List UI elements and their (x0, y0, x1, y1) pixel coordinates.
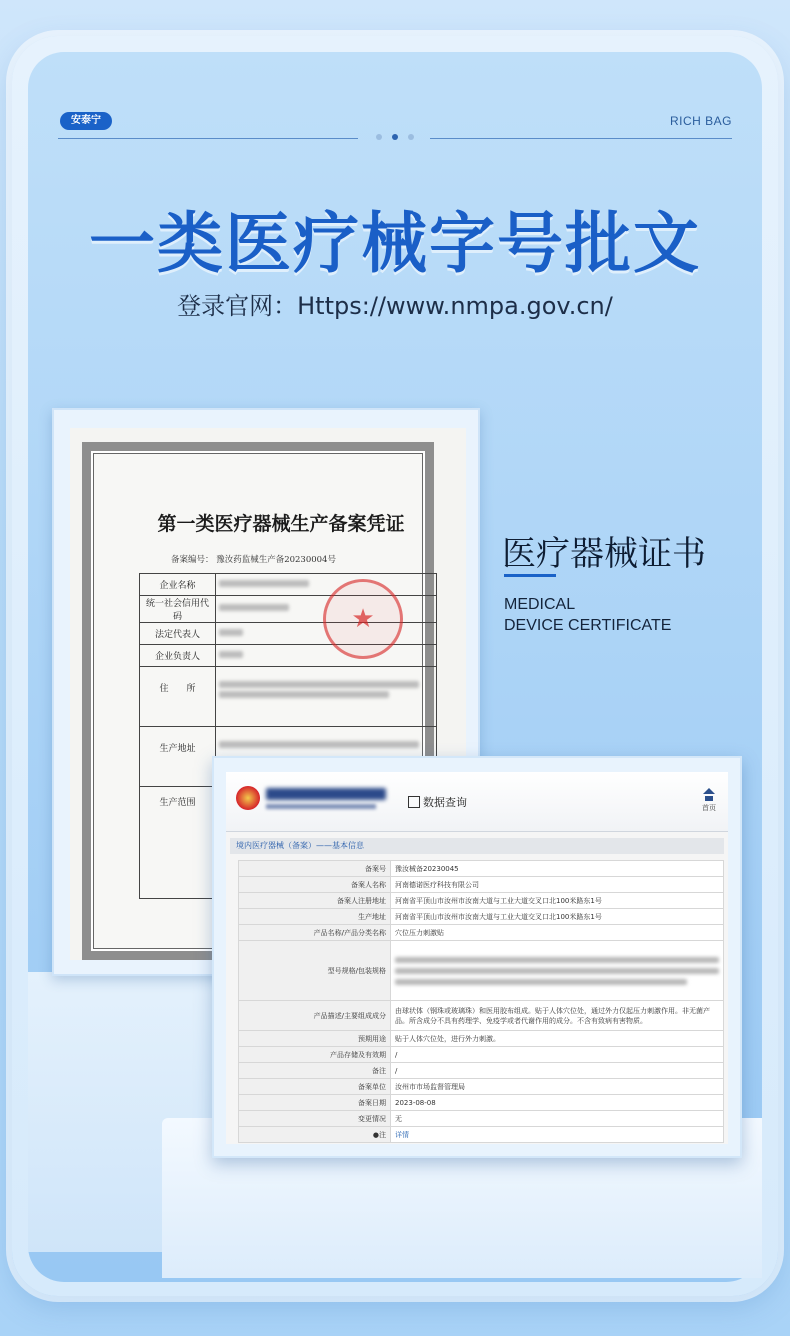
record-value: / (391, 1063, 724, 1079)
table-row (239, 893, 724, 909)
star-icon: ★ (351, 604, 375, 634)
english-line-1: MEDICAL (504, 596, 576, 613)
table-row (239, 909, 724, 925)
record-value[interactable] (391, 1127, 724, 1143)
record-key: 产品存储及有效期 (239, 1047, 391, 1063)
certificate-title: 第一类医疗器械生产备案凭证 (157, 513, 405, 535)
cert-label: 企业负责人 (140, 645, 216, 667)
home-label: 首页 (702, 804, 716, 812)
record-value: 由球状体（钢珠或玻璃珠）和医用胶布组成。贴于人体穴位处，通过外力仅起压力刺激作用。非无菌产品。所含成分不具有药理学、免疫学或者代谢作用的成分。不含有致病有害物质。 (391, 1001, 724, 1031)
record-key: 产品描述/主要组成成分 (239, 1001, 391, 1031)
cert-label: 生产范围 (140, 787, 216, 899)
table-row (239, 877, 724, 893)
dot-icon (376, 134, 382, 140)
record-value: 汝州市市场监督管理局 (391, 1079, 724, 1095)
cert-label: 统一社会信用代码 (140, 596, 216, 623)
data-query-link[interactable] (408, 794, 467, 810)
cert-value-blurred (216, 645, 437, 667)
dot-active-icon (392, 134, 398, 140)
table-row (239, 1031, 724, 1047)
dot-icon (408, 134, 414, 140)
nmpa-logo-text-blurred (266, 788, 386, 800)
page-title: 一类医疗械字号批文 (89, 205, 701, 282)
record-value-blurred (391, 941, 724, 1001)
table-row (239, 941, 724, 1001)
record-key: 备注 (239, 1063, 391, 1079)
database-screenshot (226, 772, 728, 1144)
heading-underline (504, 574, 556, 577)
record-tab[interactable]: 境内医疗器械（备案）——基本信息 (230, 838, 724, 854)
record-key (239, 1127, 391, 1143)
record-key: 变更情况 (239, 1111, 391, 1127)
table-row (140, 667, 437, 727)
record-value: 2023-08-08 (391, 1095, 724, 1111)
website-link-text: 登录官网：Https://www.nmpa.gov.cn/ (177, 292, 613, 320)
record-key: 生产地址 (239, 909, 391, 925)
record-value: 无 (391, 1111, 724, 1127)
nmpa-logo-en-blurred (266, 804, 376, 809)
english-line-2: DEVICE CERTIFICATE (504, 617, 672, 634)
record-value: 河南省平顶山市汝州市汝南大道与工业大道交叉口北100米路东1号 (391, 893, 724, 909)
record-key: 备案日期 (239, 1095, 391, 1111)
cert-value-blurred (216, 667, 437, 727)
home-icon-base (705, 796, 713, 801)
red-seal-stamp (323, 579, 403, 659)
table-row (239, 925, 724, 941)
record-key: 备案人注册地址 (239, 893, 391, 909)
record-value: 穴位压力刺激贴 (391, 925, 724, 941)
divider-left (58, 138, 358, 139)
national-emblem-icon (236, 786, 260, 810)
table-row (239, 1095, 724, 1111)
divider-right (430, 138, 732, 139)
record-value: 贴于人体穴位处，进行外力刺激。 (391, 1031, 724, 1047)
record-key: 预期用途 (239, 1031, 391, 1047)
record-key: 备案单位 (239, 1079, 391, 1095)
search-doc-icon (408, 796, 420, 808)
certificate-record-no: 备案编号： 豫汝药监械生产备20230004号 (171, 555, 336, 565)
table-row (239, 861, 724, 877)
details-link[interactable]: 详情 (395, 1130, 409, 1139)
certificate-english-label (504, 594, 671, 636)
table-row (239, 1079, 724, 1095)
table-row (239, 1127, 724, 1143)
nmpa-header (226, 772, 728, 832)
certificate-heading: 医疗器械证书 (502, 534, 706, 574)
record-key: 备案号 (239, 861, 391, 877)
home-link[interactable] (702, 788, 716, 813)
cert-label: 法定代表人 (140, 623, 216, 645)
table-row (239, 1047, 724, 1063)
record-key: 备案人名称 (239, 877, 391, 893)
cert-label: 企业名称 (140, 574, 216, 596)
record-table (238, 860, 724, 1143)
cert-value-blurred (216, 574, 437, 596)
data-query-label: 数据查询 (423, 796, 467, 809)
table-row (140, 645, 437, 667)
database-screenshot-frame (212, 756, 742, 1158)
location-pin-icon: ● (372, 1130, 379, 1139)
table-row (239, 1111, 724, 1127)
record-value: 河南省平顶山市汝州市汝南大道与工业大道交叉口北100米路东1号 (391, 909, 724, 925)
brand-logo: 安泰宁 (60, 112, 112, 130)
home-icon (703, 788, 715, 794)
cert-label: 住 所 (140, 667, 216, 727)
record-key: 产品名称/产品分类名称 (239, 925, 391, 941)
table-row (239, 1001, 724, 1031)
record-key: 型号规格/包装规格 (239, 941, 391, 1001)
record-value: 河南德诺医疗科技有限公司 (391, 877, 724, 893)
table-row (239, 1063, 724, 1079)
brand-name-text: RICH BAG (669, 114, 732, 128)
record-value: / (391, 1047, 724, 1063)
page-dots (374, 134, 418, 142)
record-key-label: 注 (379, 1130, 386, 1139)
cert-label: 生产地址 (140, 727, 216, 787)
record-value: 豫汝械备20230045 (391, 861, 724, 877)
